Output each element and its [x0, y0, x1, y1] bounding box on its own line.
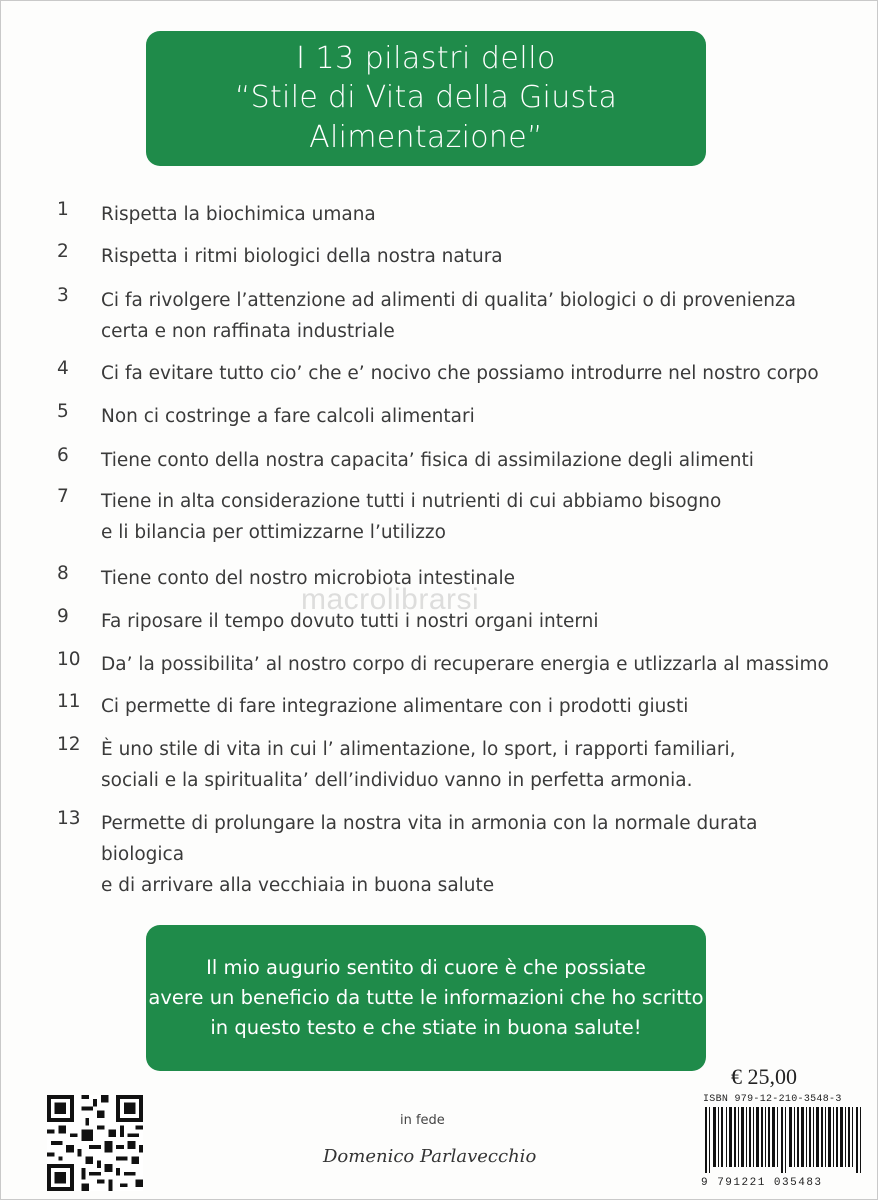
pillar-text: Tiene in alta considerazione tutti i nutrienti di cui abbiamo bisogno: [101, 491, 722, 512]
pillar-number: 13: [57, 808, 81, 829]
pillar-text: certa e non raffinata industriale: [101, 321, 395, 342]
pillar-number: 10: [57, 649, 81, 670]
pillar-text: Tiene conto della nostra capacita’ fisica di assimilazione degli alimenti: [101, 450, 754, 471]
pillar-text: Tiene conto del nostro microbiota intestinale: [101, 568, 516, 589]
watermark: macrolibrarsi: [301, 583, 480, 616]
pillar-number: 7: [57, 486, 69, 507]
pillar-text: Fa riposare il tempo dovuto tutti i nostri organi interni: [101, 611, 599, 632]
pillar-text: e di arrivare alla vecchiaia in buona salute: [101, 875, 495, 896]
pillar-text: Ci permette di fare integrazione alimentare con i prodotti giusti: [101, 696, 689, 717]
in-fede-label: in fede: [400, 1113, 445, 1128]
barcode-digits: 9 791221 035483: [701, 1177, 823, 1189]
pillar-text: È uno stile di vita in cui l’ alimentazione, lo sport, i rapporti familiari,: [101, 739, 736, 760]
pillar-text: Permette di prolungare la nostra vita in armonia con la normale durata biologica: [101, 813, 758, 865]
wish-line-2: avere un beneficio da tutte le informazioni che ho scritto: [148, 986, 704, 1009]
pillar-number: 4: [57, 358, 69, 379]
pillar-number: 3: [57, 285, 69, 306]
wish-line-1: Il mio augurio sentito di cuore è che possiate: [206, 956, 646, 979]
isbn-label: ISBN 979-12-210-3548-3: [703, 1094, 842, 1105]
pillar-text: Rispetta la biochimica umana: [101, 204, 376, 225]
pillar-text: Rispetta i ritmi biologici della nostra natura: [101, 246, 503, 267]
pillar-text: Ci fa evitare tutto cio’ che e’ nocivo che possiamo introdurre nel nostro corpo: [101, 363, 819, 384]
pillar-text: Non ci costringe a fare calcoli alimentari: [101, 406, 475, 427]
pillar-number: 8: [57, 563, 69, 584]
pillar-number: 1: [57, 199, 69, 220]
qr-code-icon[interactable]: [47, 1095, 143, 1191]
pillar-number: 2: [57, 241, 69, 262]
pillar-number: 11: [57, 691, 81, 712]
pillar-text: sociali e la spiritualita’ dell’individuo vanno in perfetta armonia.: [101, 770, 693, 791]
pillar-number: 9: [57, 606, 69, 627]
pillar-number: 6: [57, 445, 69, 466]
pillar-text: e li bilancia per ottimizzarne l’utilizzo: [101, 522, 446, 543]
price-label: € 25,00: [731, 1064, 797, 1089]
pillar-number: 12: [57, 734, 81, 755]
pillar-number: 5: [57, 401, 69, 422]
wish-line-3: in questo testo e che stiate in buona salute!: [210, 1016, 642, 1039]
pillar-text: Ci fa rivolgere l’attenzione ad alimenti di qualita’ biologici o di provenienza: [101, 290, 797, 311]
title-line-1: I 13 pilastri dello: [296, 40, 556, 76]
title-banner: [146, 31, 706, 166]
barcode-icon: [701, 1107, 869, 1173]
pillar-text: Da’ la possibilita’ al nostro corpo di recuperare energia e utlizzarla al massimo: [101, 654, 829, 675]
title-line-2: “Stile di Vita della Giusta Alimentazione”: [234, 79, 618, 155]
author-signature: Domenico Parlavecchio: [323, 1146, 537, 1167]
wish-banner: [146, 925, 706, 1071]
